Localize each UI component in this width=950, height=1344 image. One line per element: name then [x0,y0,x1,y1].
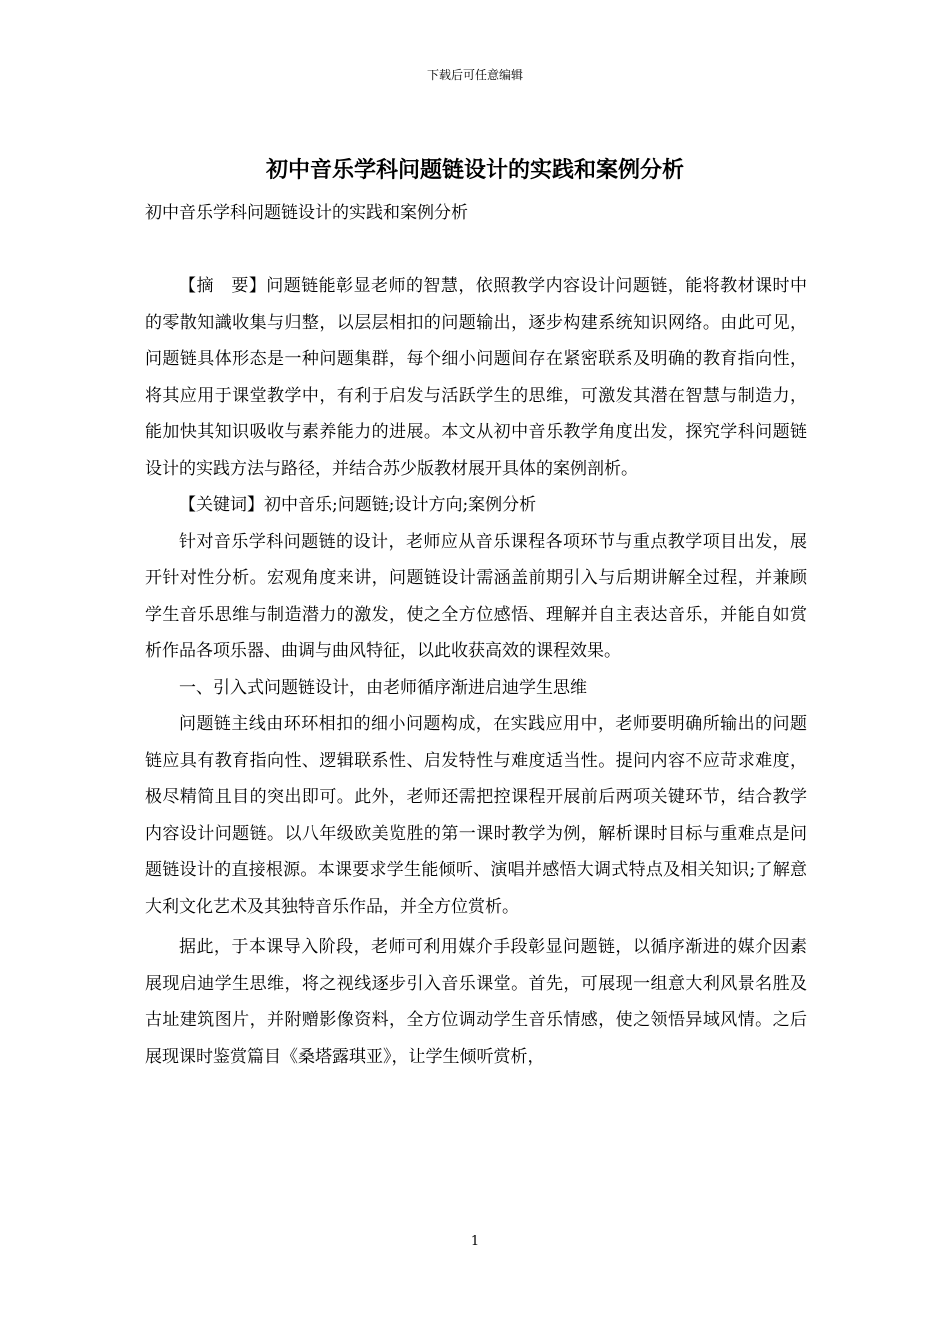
abstract-paragraph: 【摘 要】问题链能彰显老师的智慧，依照教学内容设计问题链，能将教材课时中的零散知識收集与归整，以层层相扣的问题输出，逐步构建系统知识网络。由此可见，问题链具体形态是一种问题集群，每个细小问题间存在紧密联系及明确的教育指向性，将其应用于课堂教学中，有利于启发与活跃学生的思维，可激发其潜在智慧与制造力，能加快其知识吸收与素养能力的进展。本文从初中音乐教学角度出发，探究学科问题链设计的实践方法与路径，并结合苏少版教材展开具体的案例剖析。 [145,276,807,479]
document-subtitle: 初中音乐学科问题链设计的实践和案例分析 [145,203,468,223]
keywords-paragraph: 【关键词】初中音乐;问题链;设计方向;案例分析 [179,495,537,515]
page-number: 1 [470,1234,480,1249]
document-title: 初中音乐学科问题链设计的实践和案例分析 [265,157,684,183]
intro-paragraph: 针对音乐学科问题链的设计，老师应从音乐课程各项环节与重点教学项目出发，展开针对性分析。宏观角度来讲，问题链设计需涵盖前期引入与后期讲解全过程，并兼顾学生音乐思维与制造潜力的激发，使之全方位感悟、理解并自主表达音乐，并能自如赏析作品各项乐器、曲调与曲风特征，以此收获高效的课程效果。 [145,531,807,661]
body-paragraph: 问题链主线由环环相扣的细小问题构成，在实践应用中，老师要明确所输出的问题链应具有教育指向性、逻辑联系性、启发特性与难度适当性。提问内容不应苛求难度，极尽精简且目的突出即可。此外，老师还需把控课程开展前后两项关键环节，结合教学内容设计问题链。以八年级欧美览胜的第一课时教学为例，解析课时目标与重难点是问题链设计的直接根源。本课要求学生能倾听、演唱并感悟大调式特点及相关知识;了解意大利文化艺术及其独特音乐作品，并全方位赏析。 [145,714,807,917]
page-header-note: 下载后可任意编辑 [426,68,523,82]
section-heading-1: 一、引入式问题链设计，由老师循序渐进启迪学生思维 [179,677,587,698]
document-body [145,268,807,1075]
body-paragraph: 据此，于本课导入阶段，老师可利用媒介手段彰显问题链，以循序渐进的媒介因素展现启迪学生思维，将之视线逐步引入音乐课堂。首先，可展现一组意大利风景名胜及古址建筑图片，并附赠影像资料，全方位调动学生音乐情感，使之领悟异域风情。之后展现课时鉴赏篇目《桑塔露琪亚》，让学生倾听赏析， [145,937,807,1067]
